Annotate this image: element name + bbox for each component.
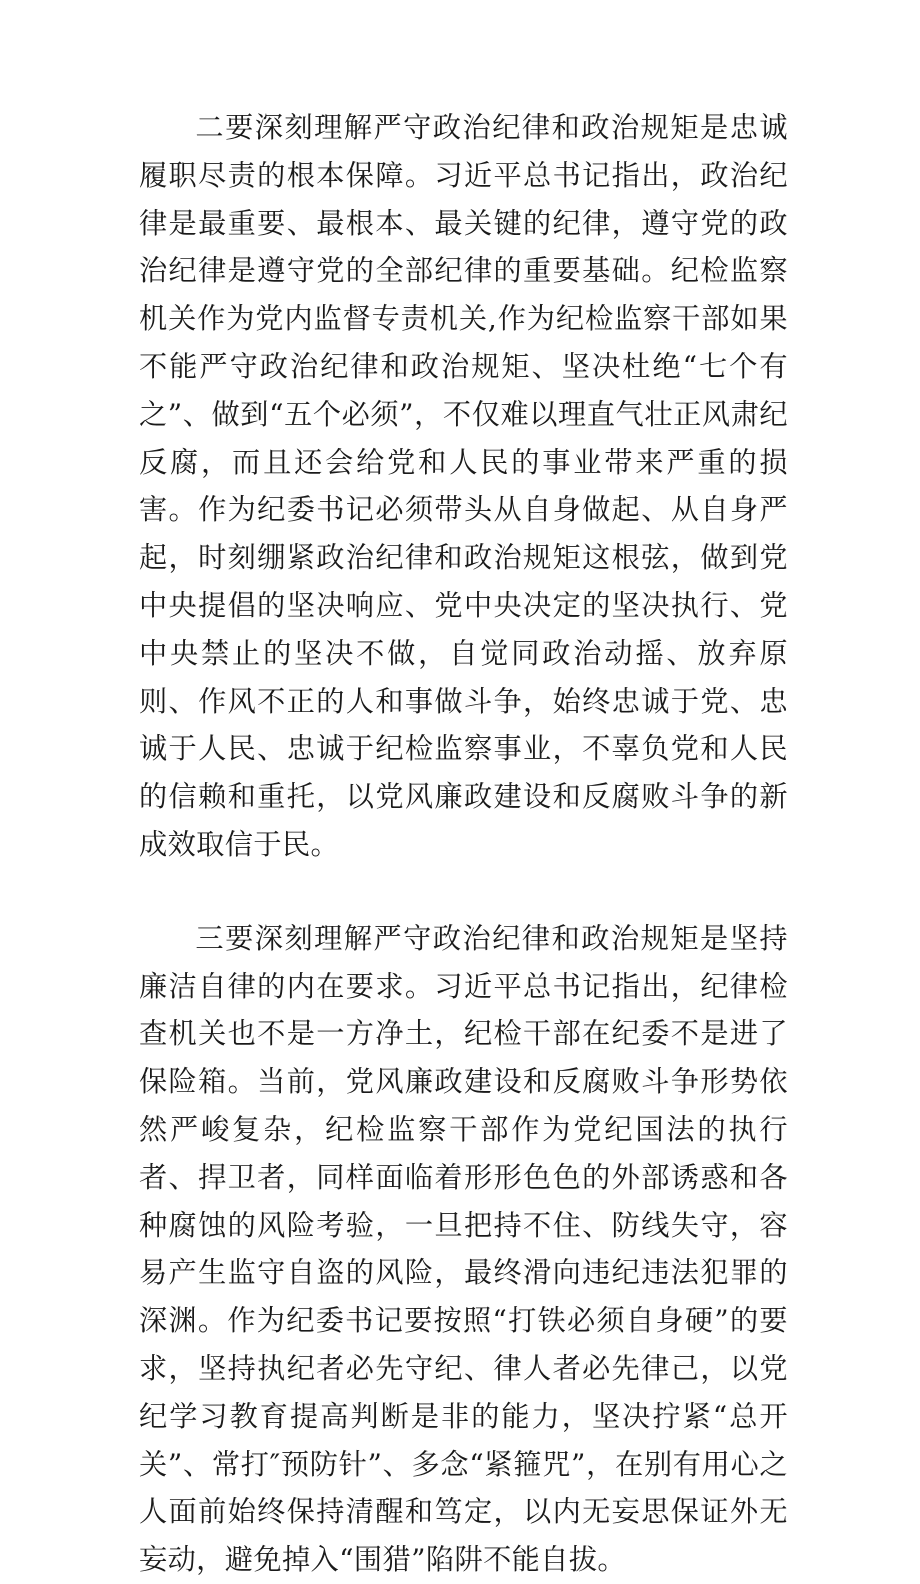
paragraph-political-discipline-guarantee: 二要深刻理解严守政治纪律和政治规矩是忠诚履职尽责的根本保障。习近平总书记指出，政治纪律是最重要、最根本、最关键的纪律，遵守党的政治纪律是遵守党的全部纪律的重要基础。纪检监察机关作为党内监督专责机关,作为纪检监察干部如果不能严守政治纪律和政治规矩、坚决杜绝“七个有之”、做到“五个必须”，不仅难以理直气壮正风肃纪反腐，而且还会给党和人民的事业带来严重的损害。作为纪委书记必须带头从自身做起、从自身严起，时刻绷紧政治纪律和政治规矩这根弦，做到党中央提倡的坚决响应、党中央决定的坚决执行、党中央禁止的坚决不做，自觉同政治动摇、放弃原则、作风不正的人和事做斗争，始终忠诚于党、忠诚于人民、忠诚于纪检监察事业，不辜负党和人民的信赖和重托，以党风廉政建设和反腐败斗争的新成效取信于民。	[139, 111, 788, 861]
paragraph-integrity-self-discipline: 三要深刻理解严守政治纪律和政治规矩是坚持廉洁自律的内在要求。习近平总书记指出，纪律检查机关也不是一方净土，纪检干部在纪委不是进了保险箱。当前，党风廉政建设和反腐败斗争形势依然严峻复杂，纪检监察干部作为党纪国法的执行者、捍卫者，同样面临着形形色色的外部诱惑和各种腐蚀的风险考验，一旦把持不住、防线失守，容易产生监守自盗的风险，最终滑向违纪违法犯罪的深渊。作为纪委书记要按照“打铁必须自身硬”的要求，坚持执纪者必先守纪、律人者必先律己，以党纪学习教育提高判断是非的能力，坚决拧紧“总开关”、常打″预防针”、多念“紧箍咒”，在别有用心之人面前始终保持清醒和笃定，以内无妄思保证外无妄动，避免掉入“围猎”陷阱不能自拔。	[139, 921, 788, 1577]
